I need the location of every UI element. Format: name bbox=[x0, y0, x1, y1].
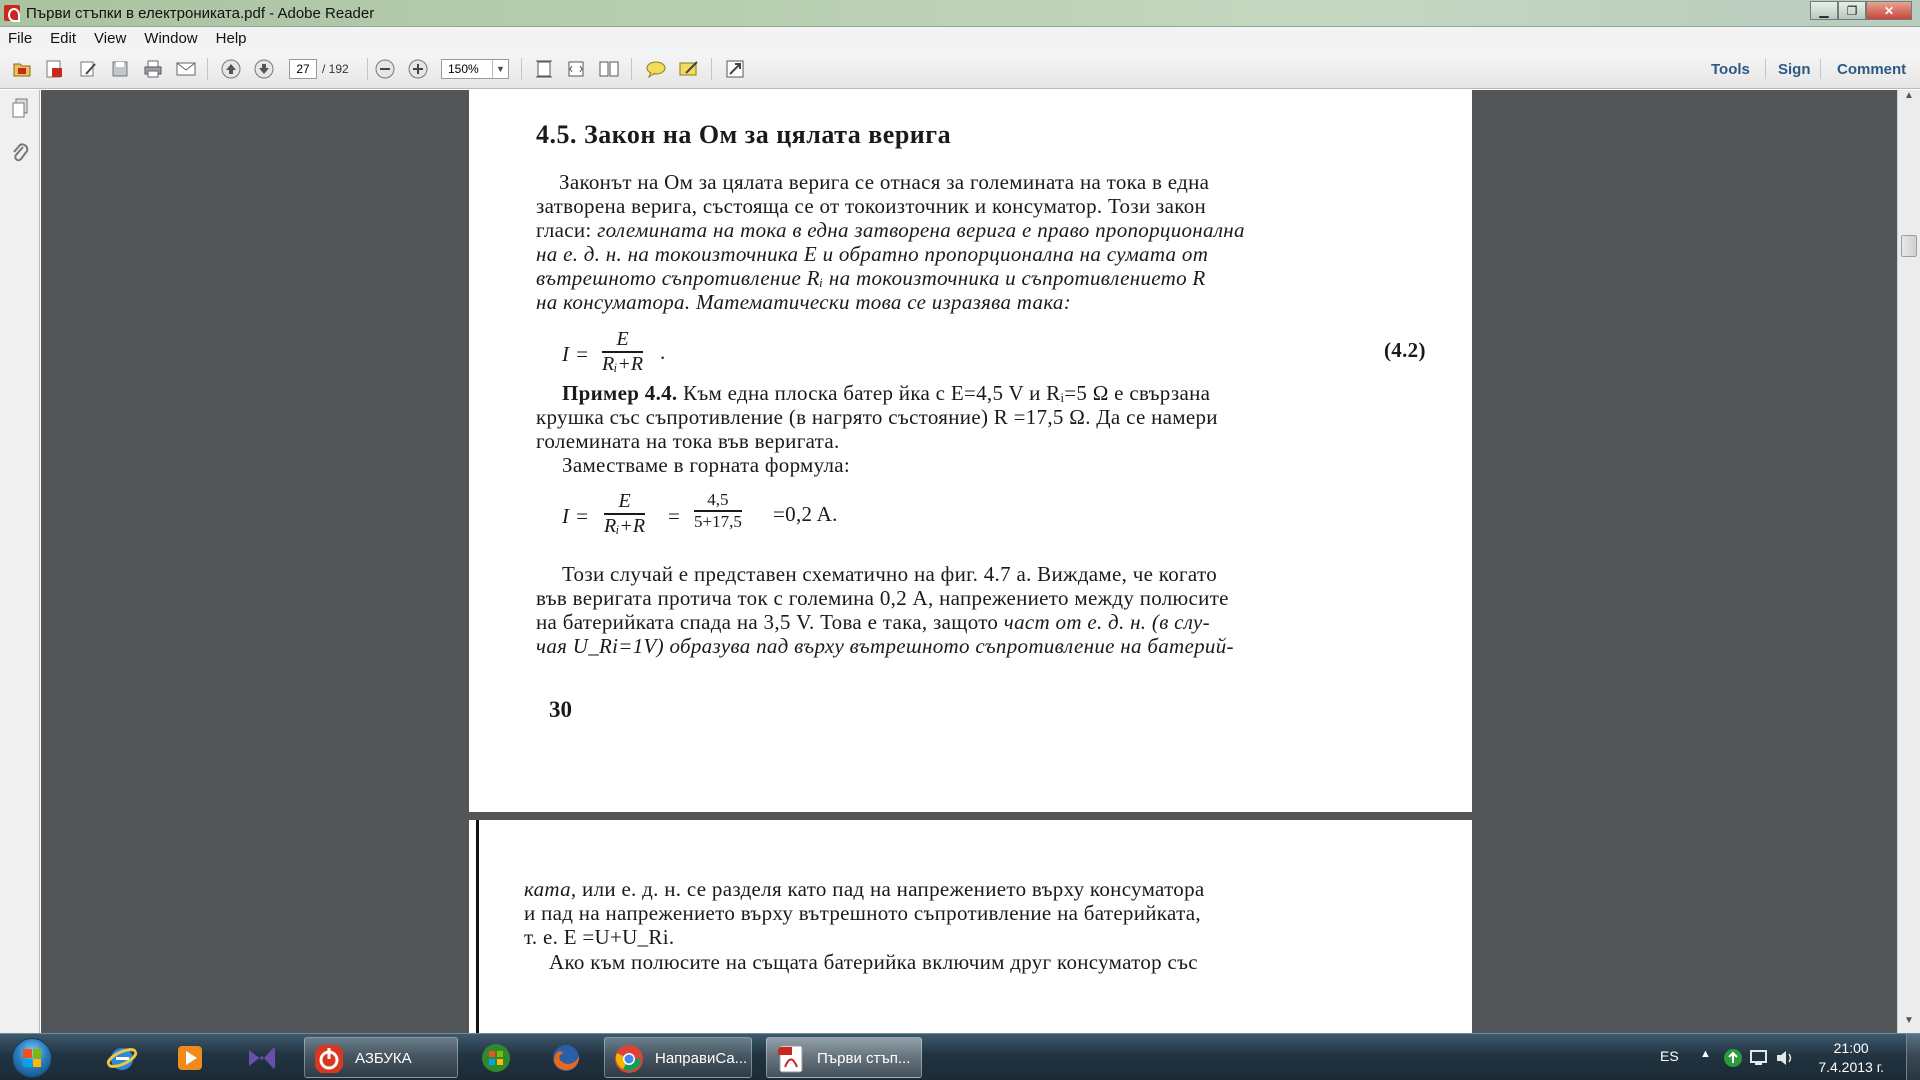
formula-lhs: I = bbox=[562, 504, 590, 528]
pdf-page bbox=[469, 820, 1472, 1033]
formula-lhs: I = bbox=[562, 342, 590, 366]
chrome-icon bbox=[613, 1043, 645, 1075]
zoom-in-icon[interactable] bbox=[406, 58, 430, 80]
toolbar-separator bbox=[367, 58, 368, 80]
taskbar-label: АЗБУКА bbox=[355, 1050, 412, 1067]
menu-view[interactable]: View bbox=[94, 29, 127, 47]
text-span-italic: големината на тока в една затворена верига е право пропорционална bbox=[597, 218, 1245, 242]
chevron-down-icon[interactable]: ▼ bbox=[492, 60, 508, 78]
text-line: Заместваме в горната формула: bbox=[562, 453, 851, 477]
taskbar-internet-explorer[interactable] bbox=[92, 1037, 152, 1078]
text-span-italic: част от е. д. н. (в слу- bbox=[1003, 610, 1210, 634]
two-page-view-icon[interactable] bbox=[597, 58, 621, 80]
taskbar-window-chrome[interactable] bbox=[604, 1037, 752, 1078]
toolbar-separator bbox=[207, 58, 208, 80]
taskbar-window-adobe-reader[interactable] bbox=[766, 1037, 922, 1078]
show-desktop-button[interactable] bbox=[1906, 1034, 1920, 1080]
text-line: големината на тока във веригата. bbox=[536, 429, 840, 453]
text-line: на е. д. н. на токоизточника E и обратно пропорционална на сумата от bbox=[536, 242, 1209, 266]
visual-studio-icon bbox=[246, 1042, 278, 1074]
tools-button[interactable]: Tools bbox=[1711, 61, 1750, 78]
toolbar-separator bbox=[521, 58, 522, 80]
menu-help[interactable]: Help bbox=[215, 29, 247, 47]
page-thumbnails-icon[interactable] bbox=[10, 98, 30, 122]
taskbar-label: Първи стъп... bbox=[817, 1050, 911, 1067]
menu-window[interactable]: Window bbox=[144, 29, 198, 47]
internet-explorer-icon bbox=[106, 1042, 138, 1074]
taskbar-label: НаправиСа... bbox=[655, 1050, 748, 1067]
text-line: чая U_Ri=1V) образува пад върху вътрешното съпротивление на батерий- bbox=[536, 634, 1234, 658]
power-app-icon bbox=[313, 1043, 345, 1075]
minimize-button[interactable]: ▁ bbox=[1810, 1, 1838, 20]
scrollbar-thumb[interactable] bbox=[1901, 235, 1917, 257]
fraction-denominator: 5+17,5 bbox=[694, 512, 742, 531]
zoom-value: 150% bbox=[448, 62, 479, 76]
system-tray bbox=[1660, 1034, 1920, 1080]
taskbar-windows-update[interactable] bbox=[466, 1037, 526, 1078]
fraction-denominator: Rᵢ+R bbox=[604, 515, 646, 537]
show-hidden-icons-icon[interactable]: ▲ bbox=[1700, 1048, 1711, 1060]
title-bar bbox=[0, 0, 1920, 27]
text-line bbox=[524, 877, 1205, 902]
windows-logo-icon bbox=[23, 1049, 41, 1067]
full-screen-icon[interactable] bbox=[723, 58, 747, 80]
text-line: и пад на напрежението върху вътрешното съпротивление на батерийката, bbox=[524, 901, 1201, 925]
text-span: гласи: bbox=[536, 218, 598, 242]
text-line bbox=[562, 381, 1210, 406]
adobe-reader-icon bbox=[4, 5, 20, 21]
document-view[interactable] bbox=[41, 90, 1897, 1033]
menu-file[interactable]: File bbox=[8, 29, 33, 47]
fraction-numerator: E bbox=[604, 490, 645, 515]
page-number-input[interactable]: 27 bbox=[289, 59, 317, 79]
formula-equals: = bbox=[668, 504, 681, 528]
next-page-icon[interactable] bbox=[252, 58, 276, 80]
formula-fraction bbox=[602, 328, 643, 376]
fraction-numerator: E bbox=[602, 328, 643, 353]
open-file-icon[interactable] bbox=[10, 58, 34, 80]
action-center-flag-icon[interactable] bbox=[1749, 1048, 1769, 1068]
text-line: Този случай е представен схематично на фиг. 4.7 а. Виждаме, че когато bbox=[562, 562, 1217, 586]
menu-bar bbox=[0, 27, 1920, 49]
toolbar-separator bbox=[711, 58, 712, 80]
text-span: на батерийката спада на 3,5 V. Това е така, защото bbox=[536, 610, 1004, 634]
text-line bbox=[536, 610, 1210, 635]
formula-result: =0,2 A. bbox=[773, 502, 838, 526]
media-player-icon bbox=[174, 1042, 206, 1074]
previous-page-icon[interactable] bbox=[219, 58, 243, 80]
text-span: или е. д. н. се разделя като пад на напрежението върху консуматора bbox=[576, 877, 1205, 901]
text-line: във веригата протича ток с големина 0,2 A, напрежението между полюсите bbox=[536, 586, 1229, 610]
edit-icon[interactable] bbox=[76, 58, 100, 80]
taskbar-visual-studio[interactable] bbox=[232, 1037, 292, 1078]
highlight-icon[interactable] bbox=[677, 58, 701, 80]
text-line bbox=[536, 218, 1245, 243]
text-span: Към една плоска батер йка с E=4,5 V и Rᵢ=5 Ω е свързана bbox=[677, 381, 1211, 405]
create-pdf-icon[interactable] bbox=[42, 58, 66, 80]
close-button[interactable]: ✕ bbox=[1866, 1, 1912, 20]
volume-icon[interactable] bbox=[1775, 1048, 1795, 1068]
equation-number: (4.2) bbox=[1384, 338, 1426, 362]
start-button[interactable] bbox=[6, 1036, 60, 1078]
taskbar-window-azbuka[interactable] bbox=[304, 1037, 458, 1078]
clock-date: 7.4.2013 г. bbox=[1818, 1059, 1884, 1075]
save-icon[interactable] bbox=[108, 58, 132, 80]
scan-border bbox=[476, 820, 479, 1033]
fit-page-icon[interactable] bbox=[532, 58, 556, 80]
window-title: Първи стъпки в електрониката.pdf - Adobe Reader bbox=[26, 5, 375, 22]
fit-width-icon[interactable] bbox=[564, 58, 588, 80]
example-label: Пример 4.4. bbox=[562, 381, 678, 405]
navigation-pane bbox=[0, 90, 40, 1033]
text-line: на консуматора. Математически това се изразява така: bbox=[536, 290, 1072, 314]
scroll-up-icon[interactable]: ▲ bbox=[1904, 90, 1914, 101]
taskbar-media-player[interactable] bbox=[160, 1037, 220, 1078]
text-line: Законът на Ом за цялата верига се отнася за големината на тока в една bbox=[559, 170, 1210, 194]
email-icon[interactable] bbox=[174, 58, 198, 80]
zoom-out-icon[interactable] bbox=[373, 58, 397, 80]
comment-bubble-icon[interactable] bbox=[644, 58, 668, 80]
print-icon[interactable] bbox=[141, 58, 165, 80]
maximize-button[interactable]: ❐ bbox=[1838, 1, 1866, 20]
page-total: / 192 bbox=[322, 62, 349, 76]
formula-end: . bbox=[660, 340, 666, 364]
text-line: Ако към полюсите на същата батерийка включим друг консуматор със bbox=[549, 950, 1198, 974]
vertical-scrollbar[interactable] bbox=[1897, 90, 1920, 1033]
attachments-icon[interactable] bbox=[10, 142, 30, 166]
section-heading: 4.5. Закон на Ом за цялата верига bbox=[536, 120, 952, 149]
fraction-denominator: Rᵢ+R bbox=[602, 353, 644, 375]
text-line: крушка със съпротивление (в нагрято състояние) R =17,5 Ω. Да се намери bbox=[536, 405, 1218, 429]
window-controls bbox=[1810, 1, 1912, 21]
windows-update-icon bbox=[480, 1042, 512, 1074]
clock-time: 21:00 bbox=[1833, 1040, 1869, 1056]
taskbar-firefox[interactable] bbox=[536, 1037, 596, 1078]
toolbar-separator bbox=[1820, 59, 1821, 79]
page-number: 30 bbox=[549, 697, 572, 722]
taskbar bbox=[0, 1033, 1920, 1080]
menu-edit[interactable]: Edit bbox=[50, 29, 77, 47]
toolbar-separator bbox=[631, 58, 632, 80]
zoom-select[interactable] bbox=[441, 59, 509, 79]
scroll-down-icon[interactable]: ▼ bbox=[1904, 1015, 1914, 1026]
formula-fraction bbox=[694, 490, 742, 532]
formula-fraction bbox=[604, 490, 645, 538]
language-indicator[interactable]: ES bbox=[1660, 1048, 1679, 1064]
fraction-numerator: 4,5 bbox=[694, 490, 742, 512]
toolbar-separator bbox=[1765, 59, 1766, 79]
sign-button[interactable]: Sign bbox=[1778, 61, 1811, 78]
text-line: вътрешното съпротивление Rᵢ на токоизточника и съпротивлението R bbox=[536, 266, 1206, 290]
network-sync-icon[interactable] bbox=[1723, 1048, 1743, 1068]
comment-button[interactable]: Comment bbox=[1837, 61, 1907, 78]
clock[interactable] bbox=[1818, 1039, 1884, 1077]
pdf-icon bbox=[775, 1043, 807, 1075]
text-line: затворена верига, състояща се от токоизточник и консуматор. Този закон bbox=[536, 194, 1207, 218]
firefox-icon bbox=[550, 1042, 582, 1074]
text-span-italic: ката, bbox=[524, 877, 577, 901]
toolbar bbox=[0, 49, 1920, 89]
text-line: т. е. E =U+U_Ri. bbox=[524, 925, 675, 949]
pdf-page bbox=[469, 90, 1472, 812]
